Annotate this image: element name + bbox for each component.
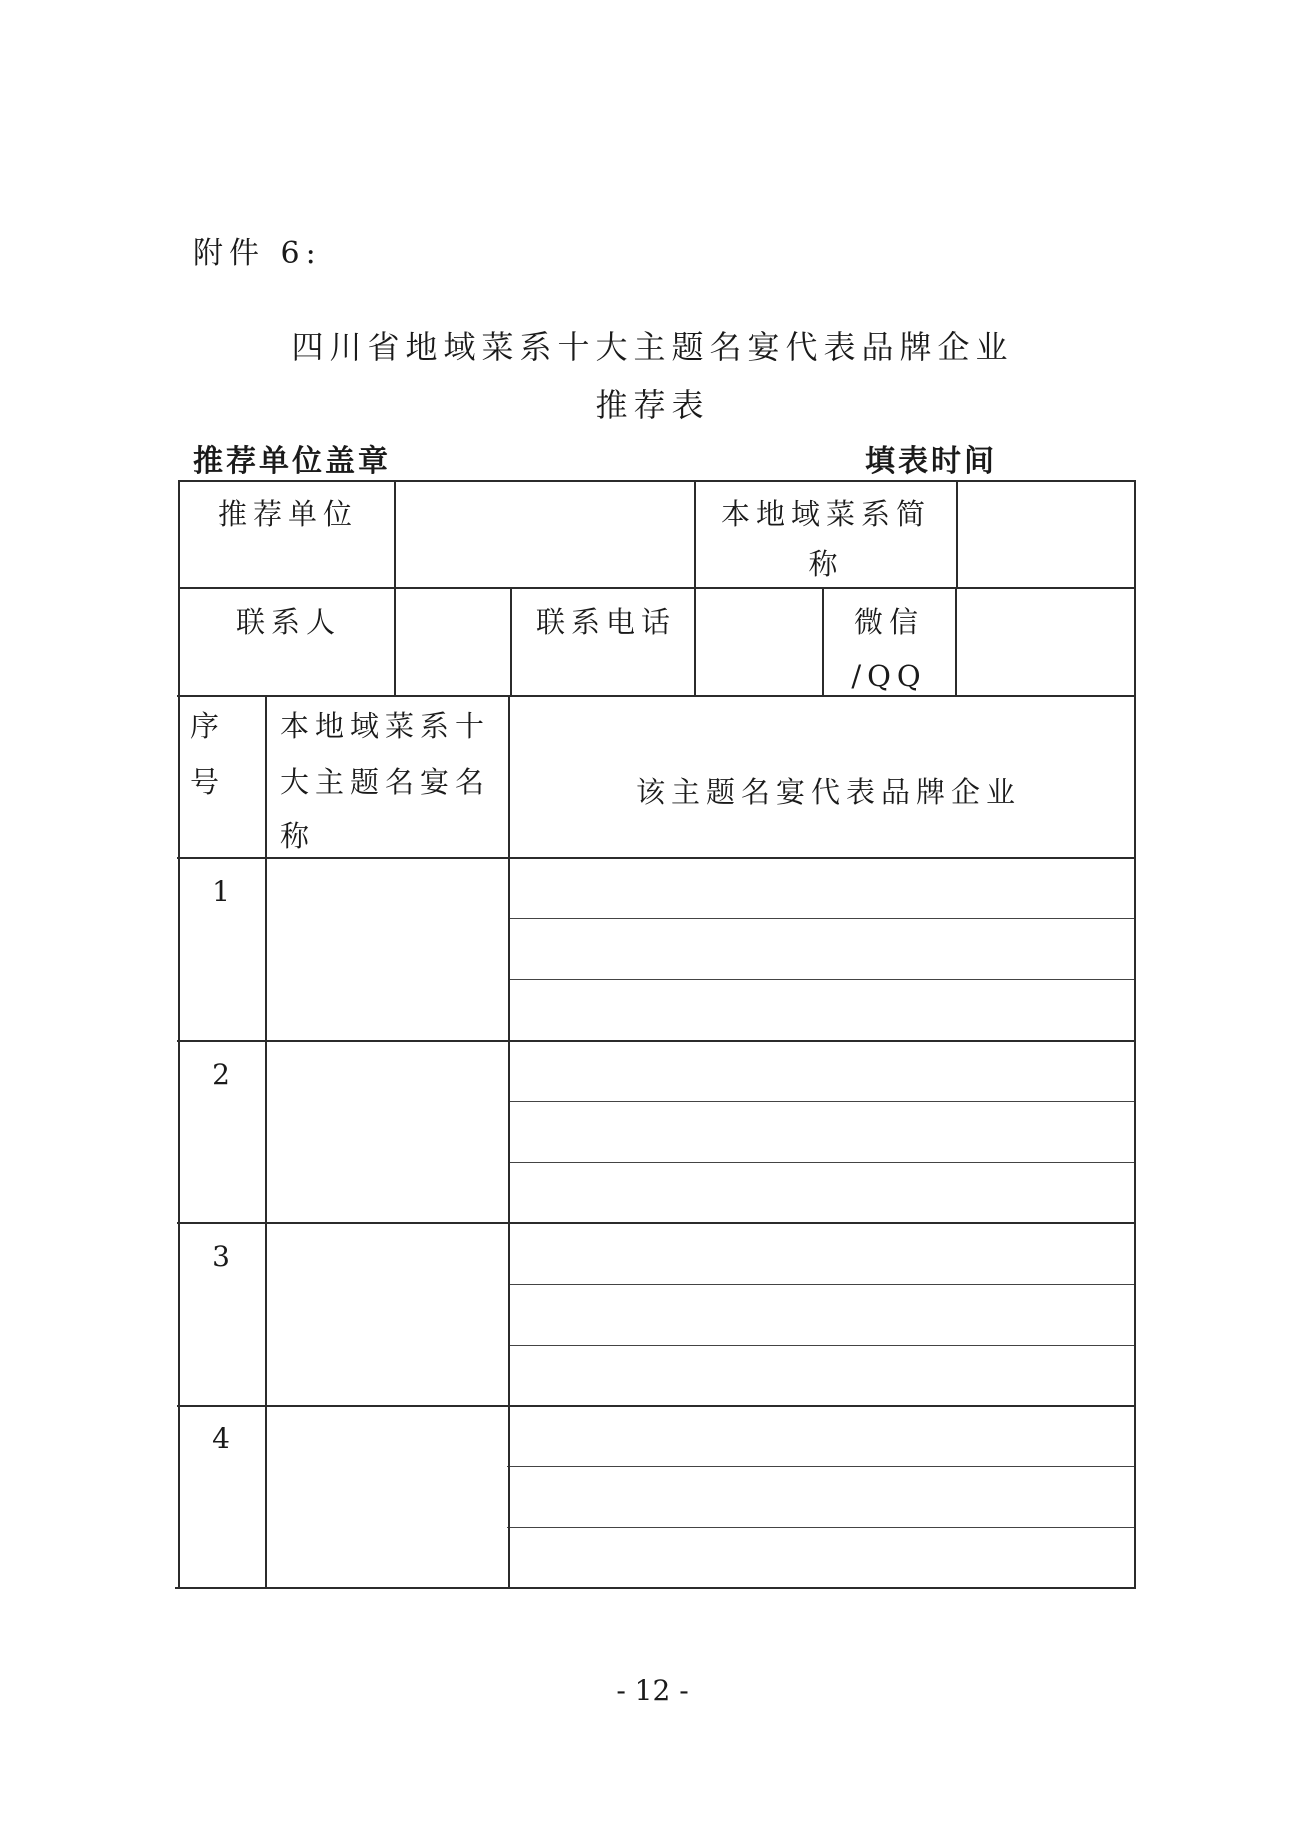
- banquet-name-label: 本地域菜系十: [280, 709, 491, 743]
- attachment-label: 附件 6:: [193, 236, 322, 271]
- seq-label: 序: [190, 709, 226, 743]
- sub-row-divider: [507, 1466, 1136, 1467]
- col-divider: [510, 587, 512, 696]
- row-divider: [177, 1040, 1136, 1042]
- col-divider: [394, 480, 396, 588]
- sub-row-divider: [509, 1101, 1136, 1102]
- row-number: 4: [212, 1422, 230, 1455]
- table-border-right: [1134, 480, 1136, 1588]
- row-divider: [177, 857, 1136, 859]
- row-divider: [179, 587, 1136, 589]
- row-number: 2: [212, 1058, 230, 1091]
- sub-row-divider: [507, 1527, 1136, 1528]
- col-divider: [394, 587, 396, 696]
- brand-label: 该主题名宴代表品牌企业: [636, 775, 1022, 809]
- col-divider: [956, 480, 958, 588]
- contact-label: 联系人: [236, 605, 342, 639]
- form-title: 四川省地域菜系十大主题名宴代表品牌企业: [291, 328, 1014, 366]
- table-border-top: [179, 480, 1136, 482]
- sub-row-divider: [509, 1162, 1136, 1163]
- sub-row-divider: [509, 1345, 1136, 1346]
- sub-row-divider: [509, 918, 1136, 919]
- sub-row-divider: [509, 1284, 1136, 1285]
- table-border-left: [178, 480, 180, 1588]
- col-divider: [822, 587, 824, 696]
- banquet-name-label-cont: 大主题名宴名: [280, 765, 491, 799]
- date-label: 填表时间: [865, 444, 997, 479]
- wechat-label-cont: /QQ: [851, 659, 927, 693]
- seq-label-cont: 号: [190, 765, 226, 799]
- stamp-label: 推荐单位盖章: [193, 444, 391, 479]
- cuisine-abbr-label: 本地域菜系简: [720, 497, 931, 531]
- table-border-bottom: [175, 1587, 1136, 1589]
- row-divider: [177, 695, 1136, 697]
- col-divider: [694, 480, 696, 588]
- col-divider-brand: [508, 695, 510, 1588]
- banquet-name-label-cont2: 称: [280, 819, 316, 853]
- row-divider: [177, 1222, 1136, 1224]
- sub-row-divider: [509, 979, 1136, 980]
- col-divider-seq: [265, 695, 267, 1588]
- unit-label: 推荐单位: [218, 497, 359, 531]
- row-divider: [177, 1405, 1136, 1407]
- row-number: 1: [212, 875, 230, 908]
- col-divider: [955, 587, 957, 696]
- page-number: - 12 -: [616, 1674, 689, 1707]
- row-number: 3: [212, 1240, 230, 1273]
- phone-label: 联系电话: [536, 605, 677, 639]
- form-subtitle: 推荐表: [595, 386, 710, 424]
- col-divider: [694, 587, 696, 696]
- cuisine-abbr-label-cont: 称: [808, 547, 844, 581]
- wechat-label: 微信: [853, 605, 924, 639]
